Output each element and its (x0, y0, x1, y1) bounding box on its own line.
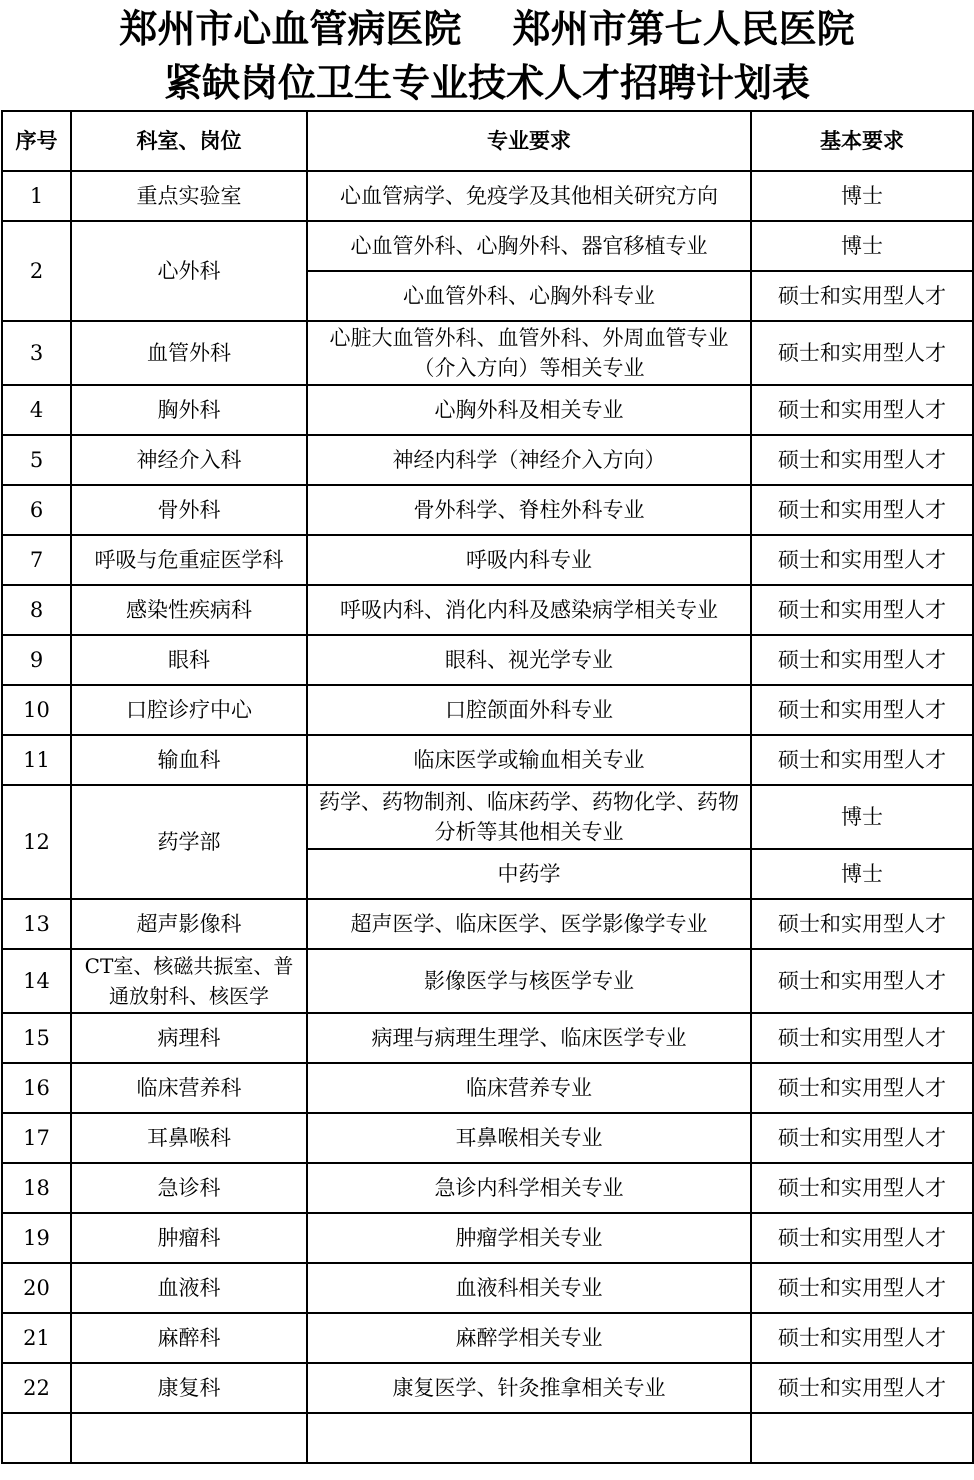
row-major: 呼吸内科专业 (307, 535, 751, 585)
row-requirement: 硕士和实用型人才 (751, 271, 973, 321)
row-number: 22 (2, 1363, 71, 1413)
table-row (2, 949, 973, 1013)
table-row (2, 1213, 973, 1263)
row-major: 中药学 (307, 849, 751, 899)
row-dept: 急诊科 (71, 1163, 307, 1213)
row-number: 17 (2, 1113, 71, 1163)
row-major: 耳鼻喉相关专业 (307, 1113, 751, 1163)
row-dept: 重点实验室 (71, 171, 307, 221)
row-dept: 超声影像科 (71, 899, 307, 949)
row-requirement: 硕士和实用型人才 (751, 685, 973, 735)
row-dept: 心外科 (71, 221, 307, 321)
row-requirement: 硕士和实用型人才 (751, 1013, 973, 1063)
row-major: 急诊内科学相关专业 (307, 1163, 751, 1213)
row-number: 8 (2, 585, 71, 635)
table-row (2, 685, 973, 735)
row-number: 3 (2, 321, 71, 385)
row-major: 麻醉学相关专业 (307, 1313, 751, 1363)
row-number: 13 (2, 899, 71, 949)
row-number: 14 (2, 949, 71, 1013)
row-dept: 血管外科 (71, 321, 307, 385)
row-major: 呼吸内科、消化内科及感染病学相关专业 (307, 585, 751, 635)
row-major: 骨外科学、脊柱外科专业 (307, 485, 751, 535)
row-dept (71, 1413, 307, 1463)
table-row (2, 221, 973, 271)
row-dept: 神经介入科 (71, 435, 307, 485)
row-number: 4 (2, 385, 71, 435)
table-row (2, 1113, 973, 1163)
row-major: 心血管外科、心胸外科专业 (307, 271, 751, 321)
header-major: 专业要求 (307, 111, 751, 171)
row-major: 病理与病理生理学、临床医学专业 (307, 1013, 751, 1063)
row-requirement: 博士 (751, 785, 973, 849)
row-number: 21 (2, 1313, 71, 1363)
row-dept: 眼科 (71, 635, 307, 685)
table-row (2, 585, 973, 635)
table-row (2, 171, 973, 221)
table-row (2, 1413, 973, 1463)
row-dept: 病理科 (71, 1013, 307, 1063)
row-number: 6 (2, 485, 71, 535)
row-dept: 康复科 (71, 1363, 307, 1413)
row-number (2, 1413, 71, 1463)
row-dept: 药学部 (71, 785, 307, 899)
row-dept: 输血科 (71, 735, 307, 785)
table-row (2, 385, 973, 435)
row-dept: 临床营养科 (71, 1063, 307, 1113)
row-requirement: 硕士和实用型人才 (751, 385, 973, 435)
row-requirement (751, 1413, 973, 1463)
row-number: 9 (2, 635, 71, 685)
table-row (2, 485, 973, 535)
table-row (2, 535, 973, 585)
row-number: 15 (2, 1013, 71, 1063)
row-dept: 感染性疾病科 (71, 585, 307, 635)
table-row (2, 1063, 973, 1113)
header-no: 序号 (2, 111, 71, 171)
row-dept: 血液科 (71, 1263, 307, 1313)
row-requirement: 硕士和实用型人才 (751, 1213, 973, 1263)
row-requirement: 硕士和实用型人才 (751, 949, 973, 1013)
row-number: 20 (2, 1263, 71, 1313)
row-major: 临床营养专业 (307, 1063, 751, 1113)
row-number: 19 (2, 1213, 71, 1263)
table-row (2, 1013, 973, 1063)
table-header-row (2, 111, 973, 171)
row-major: 药学、药物制剂、临床药学、药物化学、药物分析等其他相关专业 (307, 785, 751, 849)
row-major: 心血管病学、免疫学及其他相关研究方向 (307, 171, 751, 221)
row-requirement: 博士 (751, 171, 973, 221)
row-dept: 肿瘤科 (71, 1213, 307, 1263)
row-dept: 麻醉科 (71, 1313, 307, 1363)
row-requirement: 硕士和实用型人才 (751, 1113, 973, 1163)
row-dept: 骨外科 (71, 485, 307, 535)
header-dept: 科室、岗位 (71, 111, 307, 171)
row-major: 眼科、视光学专业 (307, 635, 751, 685)
row-requirement: 硕士和实用型人才 (751, 1163, 973, 1213)
row-major: 神经内科学（神经介入方向） (307, 435, 751, 485)
row-number: 18 (2, 1163, 71, 1213)
row-major (307, 1413, 751, 1463)
table-row (2, 635, 973, 685)
row-requirement: 硕士和实用型人才 (751, 485, 973, 535)
row-requirement: 硕士和实用型人才 (751, 1363, 973, 1413)
row-requirement: 硕士和实用型人才 (751, 635, 973, 685)
row-major: 康复医学、针灸推拿相关专业 (307, 1363, 751, 1413)
page-title-hospitals: 郑州市心血管病医院 郑州市第七人民医院 (119, 7, 855, 51)
row-requirement: 博士 (751, 849, 973, 899)
row-requirement: 硕士和实用型人才 (751, 1263, 973, 1313)
row-major: 口腔颌面外科专业 (307, 685, 751, 735)
row-dept: 胸外科 (71, 385, 307, 435)
row-major: 临床医学或输血相关专业 (307, 735, 751, 785)
header-requirement: 基本要求 (751, 111, 973, 171)
row-requirement: 硕士和实用型人才 (751, 899, 973, 949)
row-number: 1 (2, 171, 71, 221)
row-requirement: 硕士和实用型人才 (751, 321, 973, 385)
row-dept: CT室、核磁共振室、普通放射科、核医学 (71, 949, 307, 1013)
table-row (2, 1163, 973, 1213)
row-major: 肿瘤学相关专业 (307, 1213, 751, 1263)
row-number: 11 (2, 735, 71, 785)
table-row (2, 1363, 973, 1413)
row-requirement: 硕士和实用型人才 (751, 1063, 973, 1113)
row-number: 12 (2, 785, 71, 899)
row-requirement: 硕士和实用型人才 (751, 1313, 973, 1363)
row-requirement: 硕士和实用型人才 (751, 435, 973, 485)
recruitment-plan-table (1, 110, 974, 1464)
row-requirement: 博士 (751, 221, 973, 271)
row-dept: 口腔诊疗中心 (71, 685, 307, 735)
row-number: 2 (2, 221, 71, 321)
table-row (2, 435, 973, 485)
page-title-plan: 紧缺岗位卫生专业技术人才招聘计划表 (163, 61, 810, 105)
table-row (2, 899, 973, 949)
row-major: 血液科相关专业 (307, 1263, 751, 1313)
row-dept: 呼吸与危重症医学科 (71, 535, 307, 585)
row-requirement: 硕士和实用型人才 (751, 585, 973, 635)
row-major: 影像医学与核医学专业 (307, 949, 751, 1013)
row-number: 5 (2, 435, 71, 485)
row-number: 10 (2, 685, 71, 735)
row-major: 超声医学、临床医学、医学影像学专业 (307, 899, 751, 949)
row-number: 7 (2, 535, 71, 585)
row-major: 心胸外科及相关专业 (307, 385, 751, 435)
table-row (2, 1263, 973, 1313)
row-major: 心脏大血管外科、血管外科、外周血管专业（介入方向）等相关专业 (307, 321, 751, 385)
table-row (2, 735, 973, 785)
row-number: 16 (2, 1063, 71, 1113)
row-dept: 耳鼻喉科 (71, 1113, 307, 1163)
row-requirement: 硕士和实用型人才 (751, 735, 973, 785)
table-row (2, 1313, 973, 1363)
table-row (2, 785, 973, 849)
table-row (2, 321, 973, 385)
row-major: 心血管外科、心胸外科、器官移植专业 (307, 221, 751, 271)
row-requirement: 硕士和实用型人才 (751, 535, 973, 585)
